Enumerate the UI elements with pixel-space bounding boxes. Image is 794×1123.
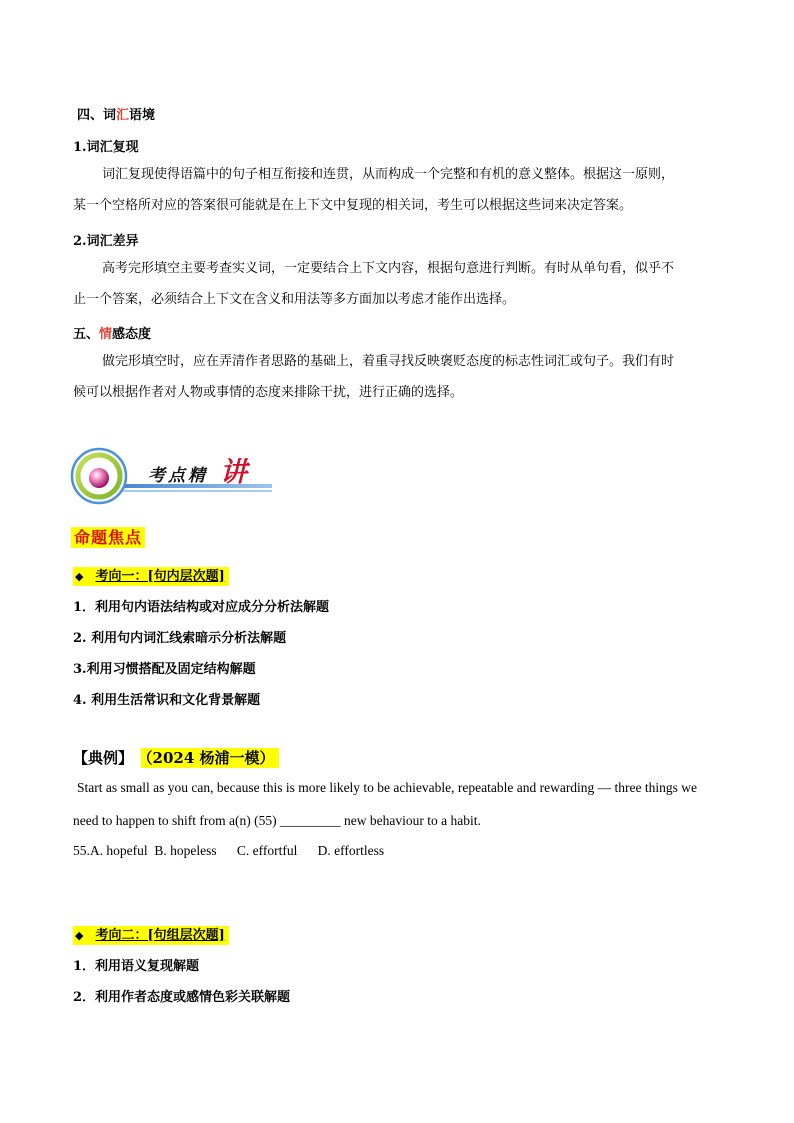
subsection-1-line-1: 词汇复现使得语篇中的句子相互衔接和连贯，从而构成一个完整和有机的意义整体。根据这一原则，	[102, 167, 675, 182]
direction-1-item: 2. 利用句内词汇线索暗示分析法解题	[73, 631, 287, 646]
banner-text-big: 讲	[220, 457, 247, 488]
example-heading	[73, 747, 279, 768]
diamond-icon: ◆	[75, 570, 84, 583]
direction-2-heading	[73, 924, 229, 943]
direction-1-heading	[73, 565, 229, 584]
banner-text-small: 考点精	[148, 466, 208, 486]
diamond-icon: ◆	[75, 929, 84, 942]
example-label: 【典例】	[73, 749, 134, 767]
direction-1-label: 考向一：[句内层次题]	[95, 569, 225, 584]
example-line-2: need to happen to shift from a(n) (55) _________ new behaviour to a habit.	[73, 813, 481, 828]
example-source: （2024 杨浦一模）	[141, 748, 278, 768]
banner-underline-thin	[100, 490, 272, 492]
subsection-1-line-2: 某一个空格所对应的答案很可能就是在上下文中复现的相关词，考生可以根据这些词来决定答案。	[73, 198, 633, 213]
direction-1-item: 1．利用句内语法结构或对应成分分析法解题	[73, 600, 330, 615]
direction-2-item: 2．利用作者态度或感情色彩关联解题	[73, 990, 291, 1005]
example-line-1: Start as small as you can, because this is more likely to be achievable, repeatable and rewarding — three things we	[77, 780, 698, 795]
kaodian-banner	[70, 446, 274, 506]
banner-ball	[89, 468, 109, 488]
subsection-1-title: 1.词汇复现	[73, 140, 139, 155]
section-5-heading-pre: 五、	[73, 327, 100, 342]
direction-2-item: 1．利用语义复现解题	[73, 959, 200, 974]
example-options: 55.A. hopeful B. hopeless C. effortful D. effortless	[73, 843, 385, 858]
direction-1-item: 3.利用习惯搭配及固定结构解题	[73, 662, 256, 677]
subsection-2-title: 2.词汇差异	[73, 234, 139, 249]
section-5-line-1: 做完形填空时，应在弄清作者思路的基础上，着重寻找反映褒贬态度的标志性词汇或句子。我们有时	[102, 354, 675, 369]
section-4-heading-post: 语境	[129, 108, 156, 123]
section-5-heading	[73, 323, 151, 342]
section-5-heading-red: 情	[99, 327, 113, 342]
subsection-2-line-1: 高考完形填空主要考查实义词，一定要结合上下文内容，根据句意进行判断。有时从单句看，似乎不	[102, 261, 675, 276]
direction-2-label: 考向二：[句组层次题]	[95, 928, 225, 943]
section-5-line-2: 候可以根据作者对人物或事情的态度来排除干扰，进行正确的选择。	[73, 385, 464, 400]
subsection-2-line-2: 止一个答案，必须结合上下文在含义和用法等多方面加以考虑才能作出选择。	[73, 292, 516, 307]
focus-label	[71, 525, 145, 548]
focus-label-text: 命题焦点	[71, 527, 145, 548]
section-5-heading-post: 感态度	[112, 327, 152, 342]
direction-1-item: 4. 利用生活常识和文化背景解题	[73, 693, 261, 708]
section-4-heading-pre: 四、词	[77, 108, 117, 123]
section-4-heading	[77, 104, 155, 123]
section-4-heading-red: 汇	[116, 108, 130, 123]
